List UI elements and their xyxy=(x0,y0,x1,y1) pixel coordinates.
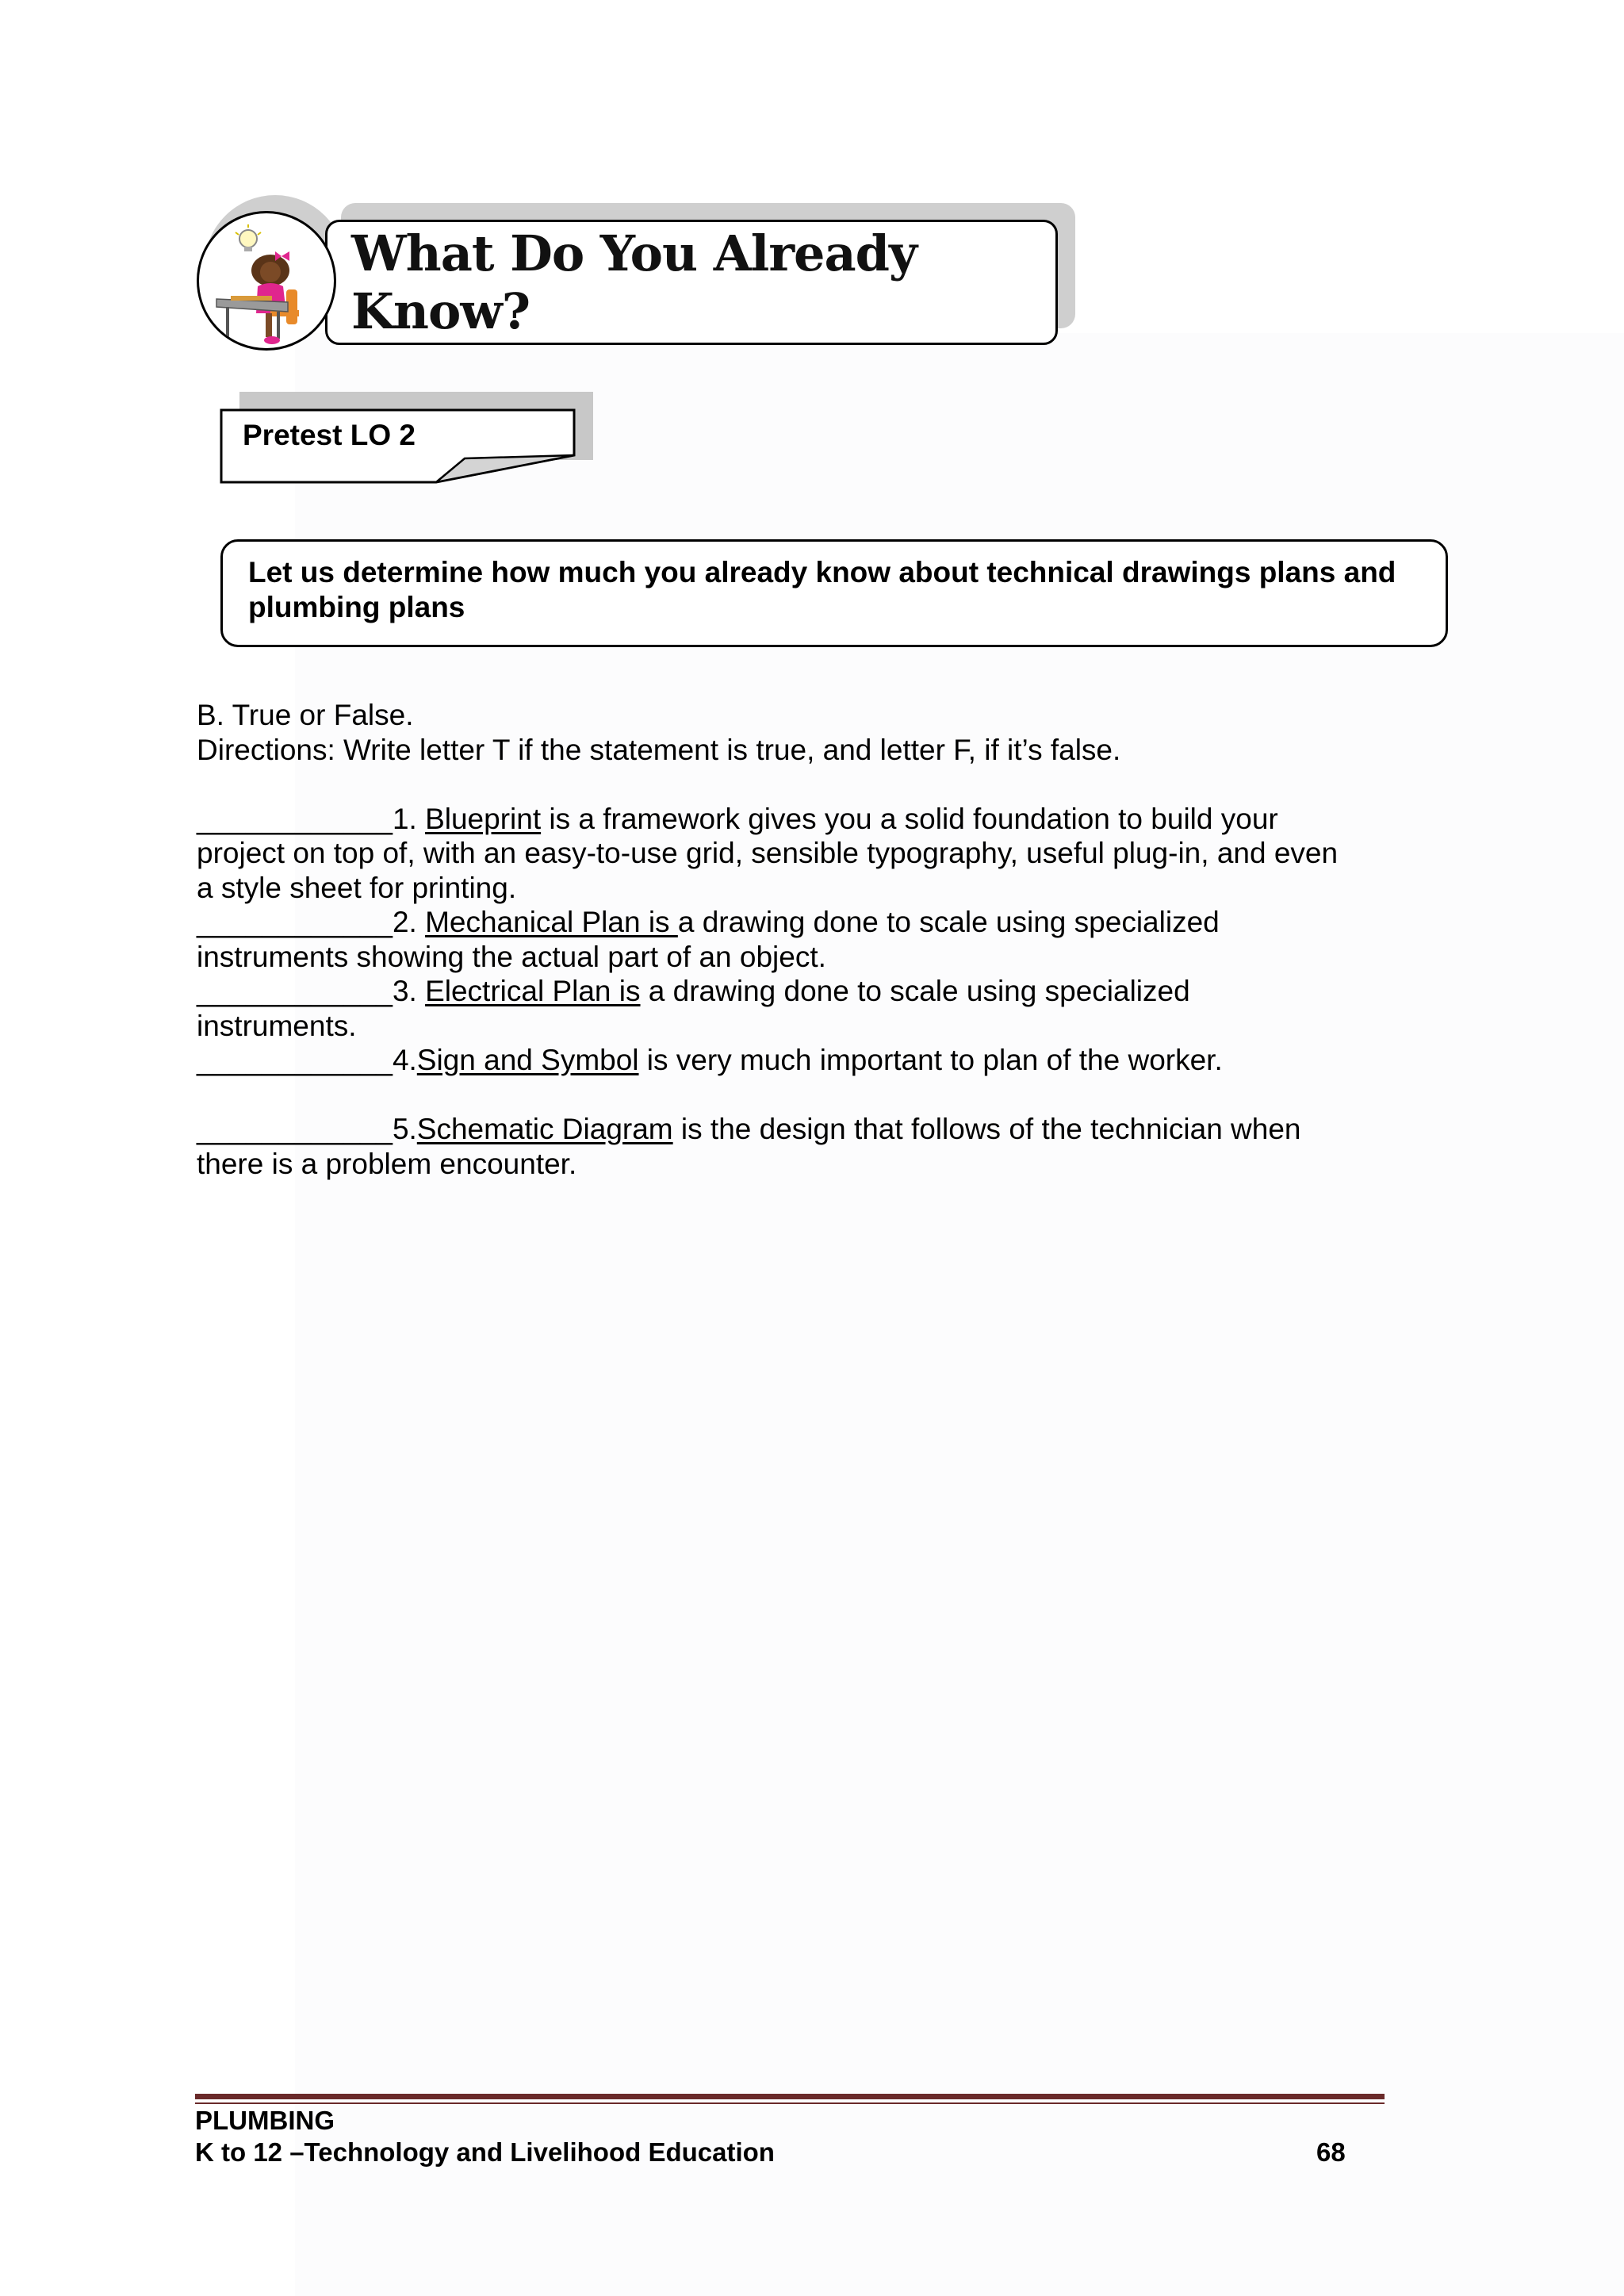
question-text: a drawing done to scale using specialized xyxy=(677,906,1220,938)
answer-blank[interactable]: ____________ xyxy=(197,1113,393,1145)
answer-blank[interactable]: ____________ xyxy=(197,1044,393,1076)
intro-callout xyxy=(220,539,1448,647)
footer-subject: PLUMBING xyxy=(195,2106,335,2135)
question-term: Schematic Diagram xyxy=(416,1113,673,1145)
question-first-line xyxy=(197,905,1434,940)
question-number: 4. xyxy=(392,1044,417,1076)
answer-blank[interactable]: ____________ xyxy=(197,906,393,938)
question-number: 3. xyxy=(392,975,426,1007)
question-item xyxy=(197,974,1434,1043)
question-term: Blueprint xyxy=(425,802,542,835)
page-title: What Do You Already Know? xyxy=(351,224,917,340)
question-continuation: project on top of, with an easy-to-use grid, sensible typography, useful plug-in, and even xyxy=(197,837,1339,869)
page-number: 68 xyxy=(1316,2137,1346,2167)
intro-line-1: Let us determine how much you already know about technical drawings plans and xyxy=(248,556,1396,588)
question-item xyxy=(197,802,1434,906)
footer-rule xyxy=(195,2094,1385,2099)
question-term: Sign and Symbol xyxy=(416,1044,639,1076)
question-first-line xyxy=(197,1112,1434,1147)
answer-blank[interactable]: ____________ xyxy=(197,975,393,1007)
pretest-label: Pretest LO 2 xyxy=(243,419,416,451)
spacer xyxy=(197,1078,1434,1113)
question-text: a drawing done to scale using specialized xyxy=(640,975,1190,1007)
student-at-desk-icon xyxy=(197,211,336,351)
footer-rule-thin xyxy=(195,2102,1385,2104)
footer-course: K to 12 –Technology and Livelihood Education xyxy=(195,2137,775,2167)
question-number: 2. xyxy=(392,906,426,938)
question-first-line xyxy=(197,1043,1434,1078)
section-directions: Directions: Write letter T if the statement is true, and letter F, if it’s false. xyxy=(197,733,1121,766)
spacer xyxy=(197,767,1434,802)
question-text: is very much important to plan of the worker. xyxy=(638,1044,1223,1076)
section-heading: B. True or False. xyxy=(197,699,414,731)
question-continuation: instruments showing the actual part of an object. xyxy=(197,940,826,973)
question-continuation: instruments. xyxy=(197,1009,357,1042)
question-text: is the design that follows of the technician when xyxy=(672,1113,1301,1145)
question-text: is a framework gives you a solid foundation to build your xyxy=(541,802,1278,835)
question-term: Mechanical Plan is xyxy=(425,906,678,938)
question-continuation: a style sheet for printing. xyxy=(197,871,517,904)
question-number: 5. xyxy=(392,1113,417,1145)
question-continuation: there is a problem encounter. xyxy=(197,1147,577,1180)
question-first-line xyxy=(197,802,1434,837)
intro-line-2: plumbing plans xyxy=(248,591,465,623)
quiz-section xyxy=(197,698,1434,1181)
question-item xyxy=(197,1043,1434,1078)
question-number: 1. xyxy=(392,802,426,835)
question-item xyxy=(197,905,1434,974)
section-banner xyxy=(325,220,1058,345)
question-item xyxy=(197,1112,1434,1181)
answer-blank[interactable]: ____________ xyxy=(197,802,393,835)
question-term: Electrical Plan is xyxy=(425,975,641,1007)
question-first-line xyxy=(197,974,1434,1009)
